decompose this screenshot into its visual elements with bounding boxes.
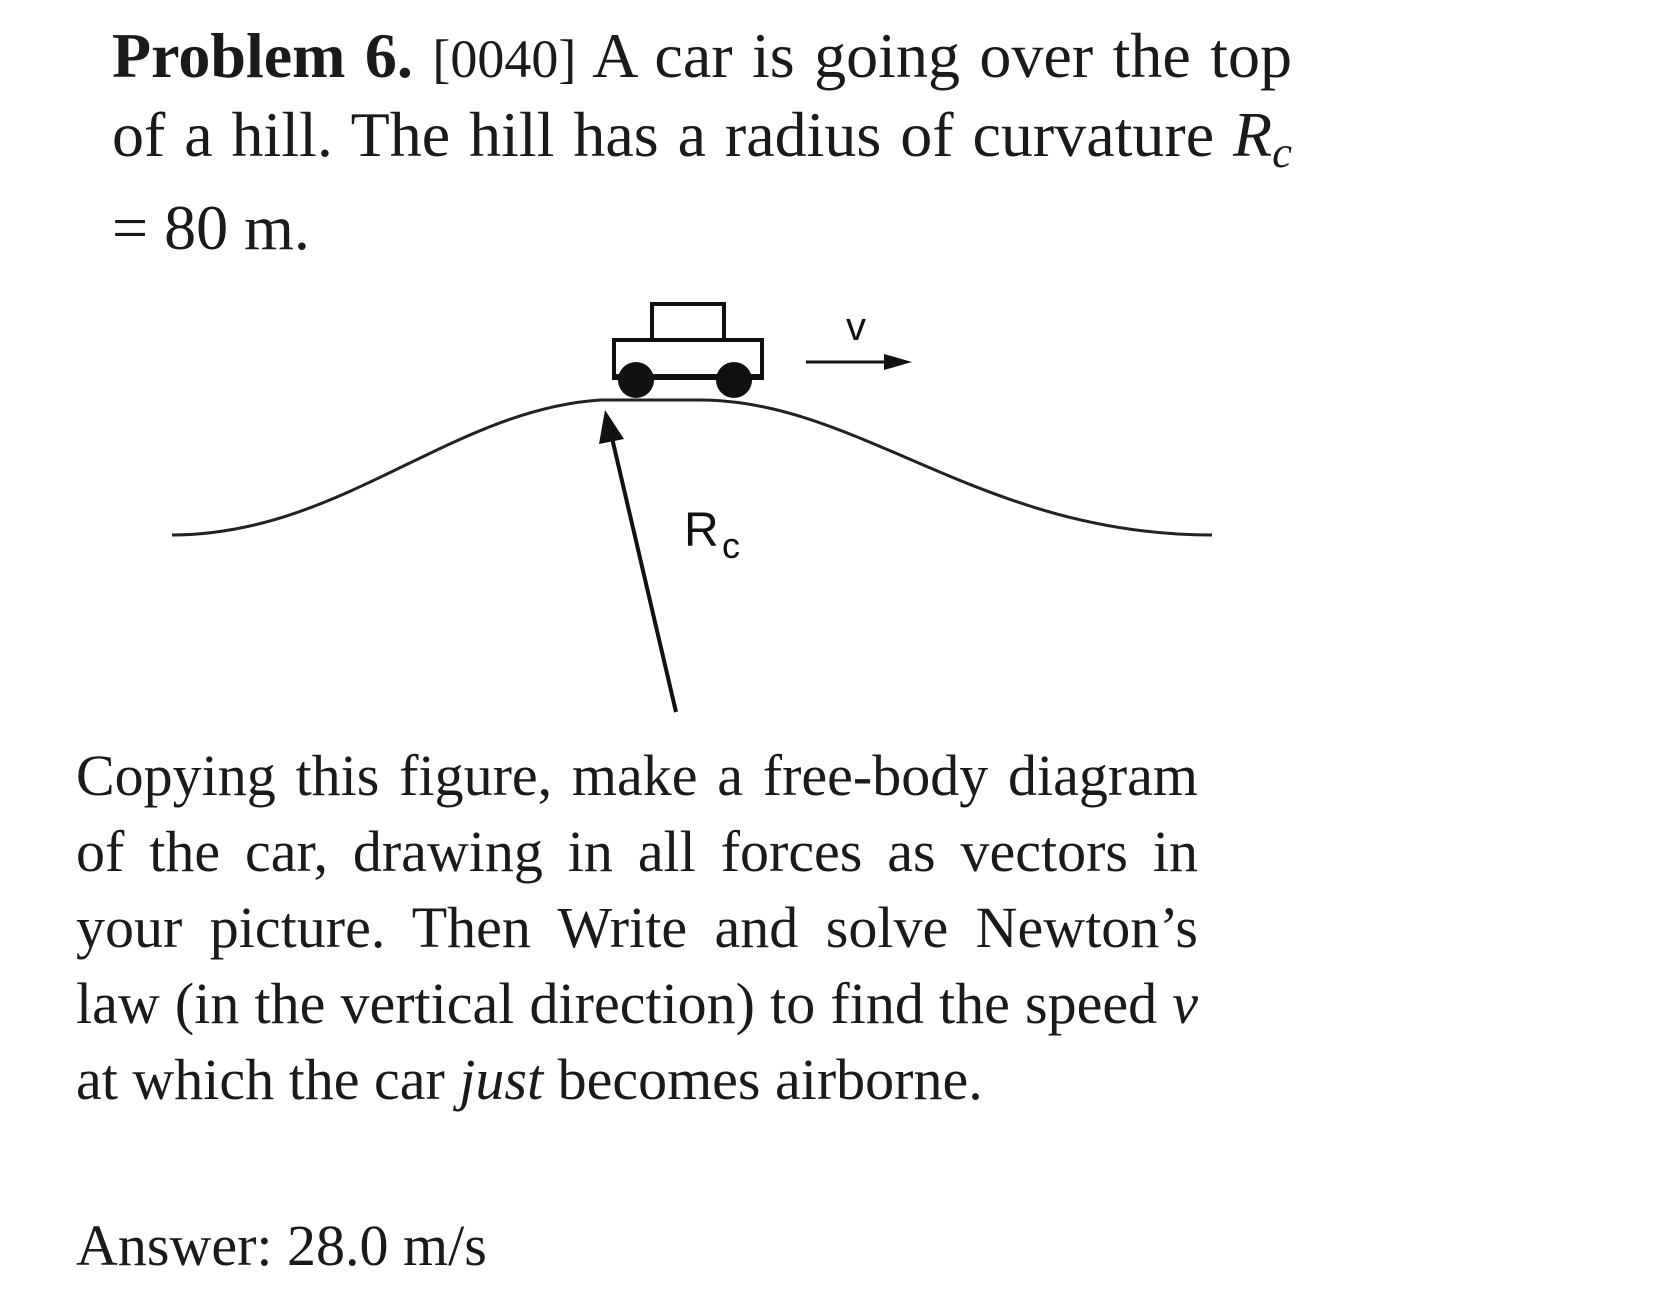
velocity-label: v (846, 305, 866, 349)
instructions-part1: Copying this figure, make a free-body diagram of the car, drawing in all forces as vectors in your picture. Then Write and solve Newton’s law (in the vertical direction) to find the speed (76, 743, 1198, 1036)
problem-code: [0040] (432, 29, 577, 89)
radius-label-subscript: c (722, 525, 740, 566)
problem-label: Problem 6. (112, 20, 413, 91)
radius-subscript: c (1272, 127, 1293, 178)
problem-statement (112, 18, 1292, 266)
velocity-arrow (806, 354, 912, 370)
speed-variable: v (1172, 971, 1198, 1036)
answer-label: Answer: (76, 1213, 273, 1278)
radius-symbol: R (1233, 99, 1273, 170)
answer-value: 28.0 m/s (287, 1213, 487, 1278)
answer-line (76, 1208, 487, 1284)
problem-intro: A car is going over the top of a hill. The hill has a radius of curvature (112, 20, 1293, 170)
emphasis-just: just (459, 1047, 544, 1112)
instructions-part3: becomes airborne. (557, 1047, 983, 1112)
hill-diagram (0, 300, 1300, 730)
car (612, 304, 764, 398)
instructions (76, 738, 1198, 1118)
radius-label: R (684, 504, 719, 557)
radius-arrow (599, 410, 676, 712)
car-roof (652, 304, 724, 340)
radius-value: = 80 m. (112, 192, 310, 264)
hill-figure (0, 300, 1300, 730)
instructions-part2: at which the car (76, 1047, 445, 1112)
